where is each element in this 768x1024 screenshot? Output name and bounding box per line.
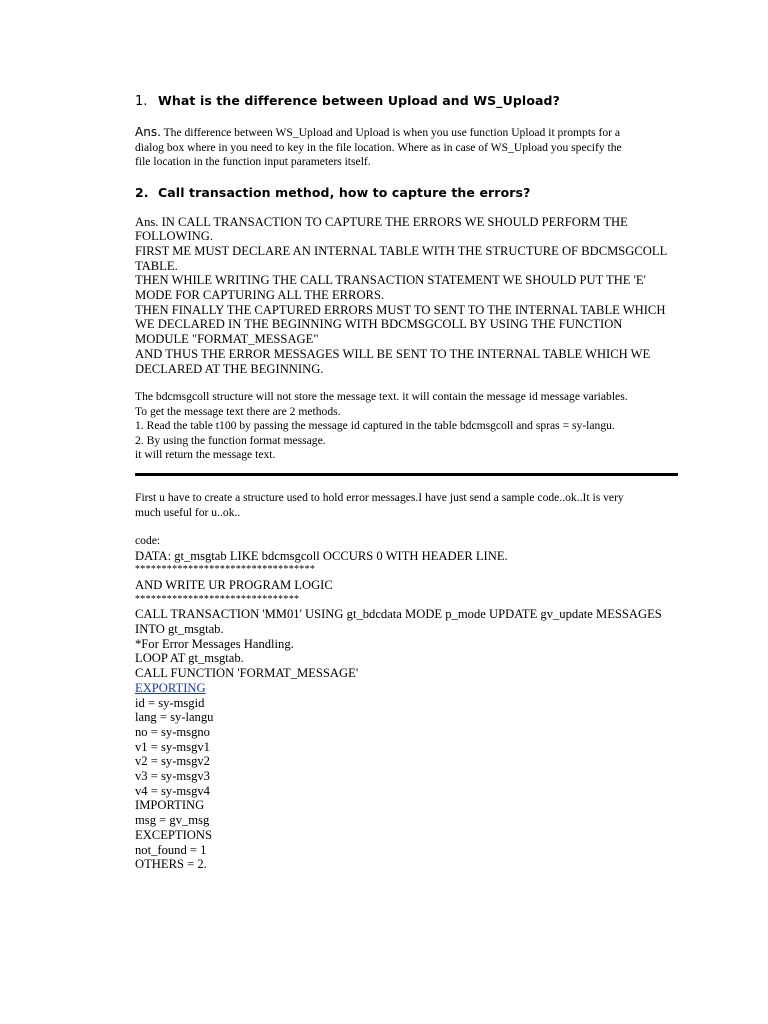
document-page: [135, 88, 680, 463]
answer-2: [135, 215, 680, 377]
answer-1-line: dialog box where in you need to key in the file location. Where as in case of WS_Upload you specify the: [135, 140, 622, 154]
code-separator: **********************************: [135, 564, 316, 576]
question-2-text: Call transaction method, how to capture the errors?: [158, 184, 531, 200]
code-line: msg = gv_msg: [135, 813, 210, 828]
intro-line: much useful for u..ok..: [135, 505, 241, 519]
exporting-link[interactable]: EXPORTING: [135, 680, 206, 695]
answer-1-line: The difference between WS_Upload and Upload is when you use function Upload it prompts for a: [160, 126, 621, 139]
note-line: To get the message text there are 2 methods.: [135, 404, 341, 418]
code-line: CALL TRANSACTION 'MM01' USING gt_bdcdata MODE p_mode UPDATE gv_update MESSAGES: [135, 607, 662, 622]
code-line: no = sy-msgno: [135, 724, 210, 739]
question-1-number: 1.: [135, 94, 148, 109]
code-line: INTO gt_msgtab.: [135, 622, 224, 637]
intro-line: First u have to create a structure used to hold error messages.I have just send a sample code..ok..It is very: [135, 491, 624, 504]
note-line: 1. Read the table t100 by passing the message id captured in the table bdcmsgcoll and spras = sy-langu.: [135, 419, 615, 433]
question-2-number: 2.: [135, 184, 149, 200]
code-label: code:: [135, 534, 161, 547]
answer-2-note: [135, 390, 680, 463]
answer-1-prefix: Ans.: [135, 125, 161, 139]
code-line: lang = sy-langu: [135, 710, 214, 725]
code-line: id = sy-msgid: [135, 695, 205, 710]
intro-text: [135, 491, 680, 520]
code-line: v2 = sy-msgv2: [135, 754, 210, 769]
answer-2-line: DECLARED AT THE BEGINNING.: [135, 361, 324, 376]
question-1-text: What is the difference between Upload and WS_Upload?: [158, 93, 560, 108]
note-line: The bdcmsgcoll structure will not store the message text. it will contain the message id message variables.: [135, 390, 628, 404]
answer-1: [135, 125, 680, 170]
code-separator: *******************************: [135, 593, 300, 605]
answer-2-line: THEN FINALLY THE CAPTURED ERRORS MUST TO SENT TO THE INTERNAL TABLE WHICH: [135, 302, 666, 317]
code-line: *For Error Messages Handling.: [135, 636, 294, 651]
answer-2-line: TABLE.: [135, 258, 178, 273]
answer-1-line: file location in the function input parameters itself.: [135, 155, 371, 168]
code-line: v1 = sy-msgv1: [135, 739, 210, 754]
code-block: [135, 549, 680, 872]
code-line: AND WRITE UR PROGRAM LOGIC: [135, 577, 333, 592]
code-line: not_found = 1: [135, 842, 207, 857]
code-line: OTHERS = 2.: [135, 857, 207, 872]
question-1: [135, 92, 680, 111]
sample-code-section: [135, 491, 680, 872]
answer-2-line: FIRST ME MUST DECLARE AN INTERNAL TABLE WITH THE STRUCTURE OF BDCMSGCOLL: [135, 243, 668, 258]
code-line: LOOP AT gt_msgtab.: [135, 651, 244, 666]
note-line: 2. By using the function format message.: [135, 433, 326, 447]
horizontal-divider: [135, 473, 678, 476]
answer-2-line: THEN WHILE WRITING THE CALL TRANSACTION STATEMENT WE SHOULD PUT THE 'E': [135, 273, 646, 288]
question-2: [135, 184, 680, 202]
note-line: it will return the message text.: [135, 448, 276, 462]
code-line: CALL FUNCTION 'FORMAT_MESSAGE': [135, 666, 359, 681]
answer-2-line: FOLLOWING.: [135, 229, 213, 244]
answer-2-line: MODE FOR CAPTURING ALL THE ERRORS.: [135, 288, 385, 303]
answer-2-line: AND THUS THE ERROR MESSAGES WILL BE SENT TO THE INTERNAL TABLE WHICH WE: [135, 346, 651, 361]
answer-2-line: WE DECLARED IN THE BEGINNING WITH BDCMSGCOLL BY USING THE FUNCTION: [135, 317, 623, 332]
code-line: IMPORTING: [135, 798, 205, 813]
answer-2-line: MODULE "FORMAT_MESSAGE": [135, 332, 319, 347]
code-line: DATA: gt_msgtab LIKE bdcmsgcoll OCCURS 0 WITH HEADER LINE.: [135, 548, 508, 563]
code-line: v4 = sy-msgv4: [135, 783, 210, 798]
code-line: v3 = sy-msgv3: [135, 769, 210, 784]
code-line: EXCEPTIONS: [135, 827, 212, 842]
answer-2-line: Ans. IN CALL TRANSACTION TO CAPTURE THE ERRORS WE SHOULD PERFORM THE: [135, 214, 628, 229]
